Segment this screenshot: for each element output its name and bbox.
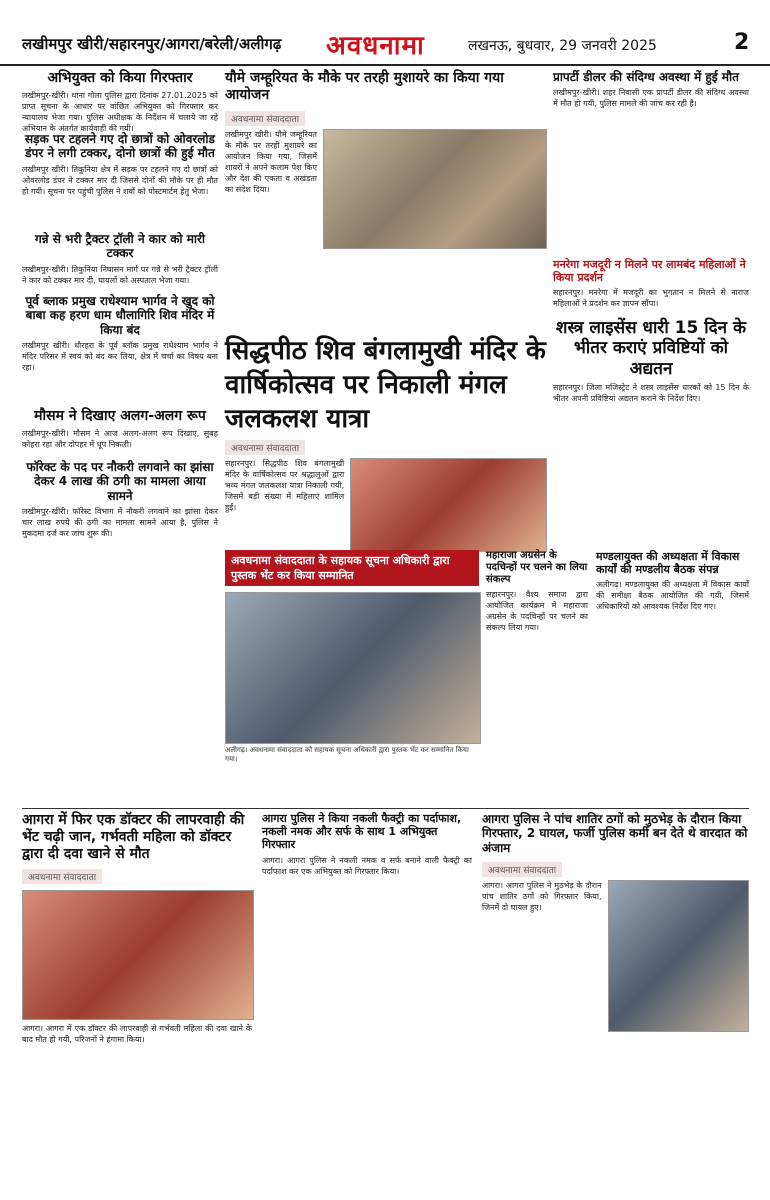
story-tractor [22, 232, 218, 290]
story-dealer [553, 70, 749, 250]
story-body: आगरा। आगरा पुलिस ने नकली नमक व सर्फ बनाने वाली फैक्ट्री का पर्दाफाश कर एक अभियुक्त को गिरफ्तार किया। [262, 855, 472, 876]
story-kota [262, 812, 472, 1192]
story-book [225, 550, 479, 802]
story-byline: अवधनामा संवाददाता [482, 862, 562, 877]
masthead-cities: लखीमपुर खीरी/सहारनपुर/आगरा/बरेली/अलीगढ़ [22, 35, 282, 53]
photo-caption: अलीगढ़। अवधनामा संवाददाता को सहायक सूचना अधिकारी द्वारा पुस्तक भेंट कर सम्मानित किया गया। [225, 746, 469, 763]
story-accident [22, 132, 218, 228]
event-photo [323, 129, 547, 249]
page-number: 2 [734, 30, 750, 55]
section-divider [22, 808, 749, 809]
story-body: अलीगढ़। मण्डलायुक्त की अध्यक्षता में विकास कार्यों की समीक्षा बैठक आयोजित की गयी, जिसमें अधिकारियों को आवश्यक निर्देश दिए गए। [596, 580, 749, 612]
story-weather [22, 408, 218, 456]
story-body: आगरा। आगरा पुलिस ने मुठभेड़ के दौरान पांच शातिर ठगों को गिरफ्तार किया, जिनमें दो घायल हुए। [482, 881, 602, 913]
story-headline: मण्डलायुक्त की अध्यक्षता में विकास कार्यों की मण्डलीय बैठक संपन्न [596, 550, 740, 577]
story-headline: सिद्धपीठ शिव बंगलामुखी मंदिर के वार्षिकोत्सव पर निकाली मंगल जलकलश यात्रा [225, 336, 546, 434]
story-headline: महाराजा अग्रसेन के पदचिन्हों पर चलने का लिया संकल्प [486, 550, 588, 585]
story-body: लखीमपुर-खीरी। तिकुनिया निघासन मार्ग पर गन्ने से भरी ट्रैक्टर ट्रॉली ने कार को टक्कर मार दी, घायलों को अस्पताल भेजा गया। [22, 264, 218, 285]
story-headline: सड़क पर टहलने गए दो छात्रों को ओवरलोड डंपर ने लगी टक्कर, दोनो छात्रों की हुई मौत [25, 132, 215, 161]
story-bhargav [22, 294, 218, 404]
story-doctor [22, 812, 252, 1192]
masthead [0, 0, 770, 66]
story-headline: अवधनामा संवाददाता के सहायक सूचना अधिकारी द्वारा पुस्तक भेंट कर किया सम्मानित [225, 550, 479, 586]
story-headline: मौसम ने दिखाए अलग-अलग रूप [34, 408, 206, 424]
story-body: लखीमपुर-खीरी। मौसम ने आज अलग-अलग रूप दिखाए, सुबह कोहरा रहा और दोपहर में धूप निकली। [22, 428, 218, 449]
story-byline: अवधनामा संवाददाता [22, 869, 102, 884]
story-body: सहारनपुर। मनरेगा में मजदूरी का भुगतान न मिलने से नाराज महिलाओं ने प्रदर्शन कर ज्ञापन सौंपा। [553, 288, 749, 309]
story-temple [225, 334, 547, 546]
story-women [553, 258, 749, 318]
story-headline: आगरा में फिर एक डॉक्टर की लापरवाही की भेंट चढ़ी जान, गर्भवती महिला को डॉक्टर द्वारा दी दवा खाने से मौत [22, 812, 245, 862]
story-five [482, 812, 749, 1192]
story-headline: आगरा पुलिस ने पांच शातिर ठगों को मुठभेड़ के दौरान किया गिरफ्तार, 2 घायल, फर्जी पुलिस कर्मी बन देते थे वारदात को अंजाम [482, 812, 748, 855]
story-body: लखीमपुर खीरी। धौरहरा के पूर्व ब्लॉक प्रमुख राधेश्याम भार्गव ने मंदिर परिसर में स्वयं को बंद कर लिया, क्षेत्र में चर्चा का विषय बना रहा। [22, 341, 218, 373]
story-arms [553, 318, 749, 546]
story-body: सहारनपुर। सिद्धपीठ शिव बंगलामुखी मंदिर के वार्षिकोत्सव पर श्रद्धालुओं द्वारा भव्य मंगल जलकलश यात्रा निकाली गयी, जिसमें बड़ी संख्या में महिलाएं शामिल हुईं। [225, 459, 345, 512]
issue-date: लखनऊ, बुधवार, 29 जनवरी 2025 [468, 38, 657, 54]
story-byline: अवधनामा संवाददाता [225, 111, 305, 126]
story-headline: फॉरेक्ट के पद पर नौकरी लगवाने का झांसा देकर 4 लाख की ठगी का मामला आया सामने [26, 460, 214, 503]
arrest-photo [608, 880, 749, 1032]
story-body: सहारनपुर। वैश्य समाज द्वारा आयोजित कार्यक्रम में महाराजा अग्रसेन के पदचिन्हों पर चलने का संकल्प लिया गया। [486, 590, 588, 632]
story-republic [225, 70, 547, 328]
story-byline: अवधनामा संवाददाता [225, 440, 305, 455]
story-body: लखीमपुर-खीरी। शहर निवासी एक प्रापर्टी डीलर की संदिग्ध अवस्था में मौत हो गयी, पुलिस मामले की जांच कर रही है। [553, 88, 749, 109]
story-headline: पूर्व ब्लाक प्रमुख राधेश्याम भार्गव ने खुद को बाबा कह हरण धाम धौलागिरि शिव मंदिर में किया बंद [25, 294, 215, 337]
newspaper-logo: अवधनामा [326, 31, 425, 61]
story-headline: अभियुक्त को किया गिरफ्तार [47, 70, 193, 86]
award-photo [225, 592, 481, 744]
story-headline: आगरा पुलिस ने किया नकली फैक्ट्री का पर्दाफाश, नकली नमक और सर्फ के साथ 1 अभियुक्त गिरफ्तार [262, 812, 462, 852]
story-body: लखीमपुर-खीरी। थाना गोला पुलिस द्वारा दिनांक 27.01.2025 को प्राप्त सूचना के आधार पर वांछित अभियुक्त को गिरफ्तार कर न्यायालय भेजा गया। पुलिस अधीक्षक के निर्देशन में चलाये जा रहे अभियान के अंतर्गत कार्यवाही की गयी। [22, 90, 218, 133]
story-headline: गन्ने से भरी ट्रैक्टर ट्रॉली ने कार को मारी टक्कर [34, 232, 206, 261]
story-body: सहारनपुर। जिला मजिस्ट्रेट ने शस्त्र लाइसेंस धारकों को 15 दिन के भीतर अपनी प्रविष्टियां अद्यतन कराने के निर्देश दिए। [553, 383, 749, 404]
story-headline: यौमे जम्हूरियत के मौके पर तरही मुशायरे का किया गया आयोजन [225, 70, 504, 103]
story-headline: मनरेगा मजदूरी न मिलने पर लामबंद महिलाओं ने किया प्रदर्शन [553, 258, 746, 285]
story-body: लखीमपुर-खीरी। फॉरेस्ट विभाग में नौकरी लगवाने का झांसा देकर चार लाख रुपये की ठगी का मामला सामने आया है, पुलिस ने मुकदमा दर्ज कर जांच शुरू की। [22, 507, 218, 539]
story-maharaj [486, 550, 588, 802]
story-arrest [22, 70, 218, 133]
story-body: लखीमपुर खीरी। यौमे जम्हूरियत के मौके पर तरही मुशायरे का आयोजन किया गया, जिसमें शायरों ने अपने कलाम पेश किए और देश की एकता व अखंडता का संदेश दिया। [225, 129, 317, 194]
story-headline: प्रापर्टी डीलर की संदिग्ध अवस्था में हुई मौत [553, 70, 740, 84]
story-body: आगरा। आगरा में एक डॉक्टर की लापरवाही से गर्भवती महिला की दवा खाने के बाद मौत हो गयी, परिजनों ने हंगामा किया। [22, 1024, 252, 1045]
story-body: लखीमपुर खीरी। तिकुनिया क्षेत्र में सड़क पर टहलने गए दो छात्रों को ओवरलोड डंपर ने टक्कर मार दी जिससे दोनों की मौके पर ही मौत हो गयी। सूचना पर पहुंची पुलिस ने शवों को पोस्टमार्टम हेतु भेजा। [22, 164, 218, 196]
procession-photo [350, 458, 547, 552]
hospital-photo [22, 890, 254, 1020]
story-headline: शस्त्र लाइसेंस धारी 15 दिन के भीतर कराएं प्रविष्टियों को अद्यतन [555, 318, 747, 379]
story-fraud [22, 460, 218, 560]
story-mandal [596, 550, 749, 802]
